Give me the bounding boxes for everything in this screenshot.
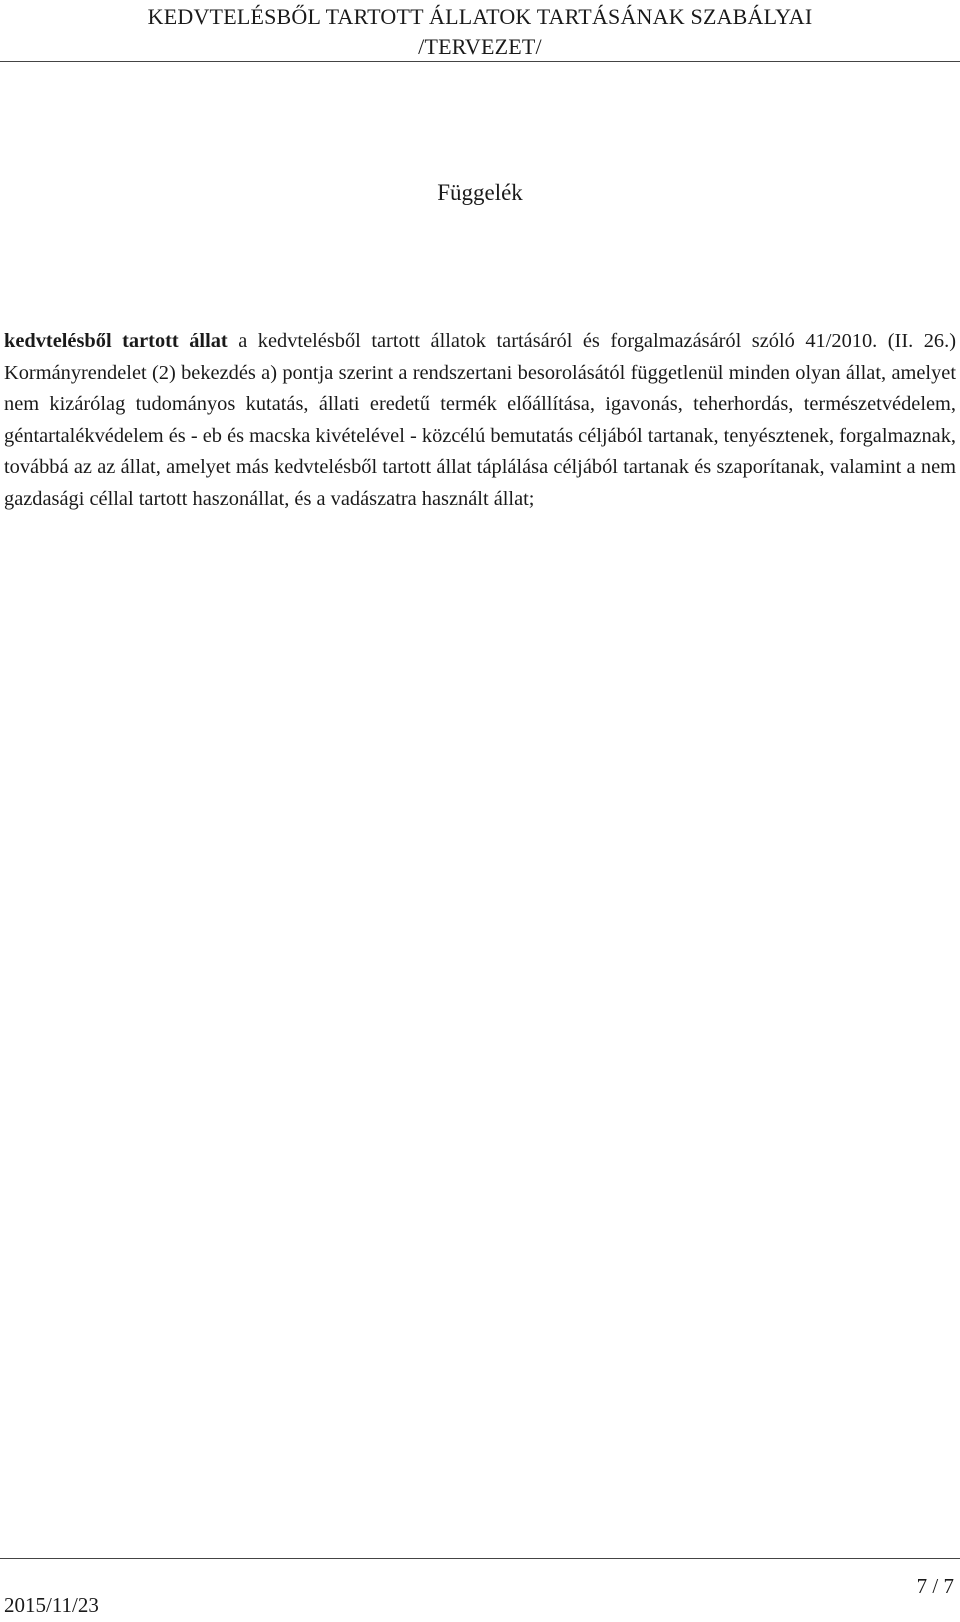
- document-date: 2015/11/23: [4, 1593, 99, 1617]
- definition-text: a kedvtelésből tartott állatok tartásáról és forgalmazásáról szóló 41/2010. (II. 26.) Kormányrendelet (2) bekezdés a) pontja szerint a rendszertani besorolásától függetlenül minden olyan állat, amelyet nem kizárólag tudományos kutatás, állati eredetű termék előállítása, igavonás, teherhordás, természetvédelem, géntartalékvédelem és - eb és macska kivételével - közcélú bemutatás céljából tartanak, tenyésztenek, forgalmaznak, továbbá az az állat, amelyet más kedvtelésből tartott állat táplálása céljából tartanak és szaporítanak, valamint a nem gazdasági céllal tartott haszonállat, és a vadászatra használt állat;: [4, 330, 956, 510]
- document-header: [0, 0, 960, 62]
- section-heading: Függelék: [437, 180, 523, 205]
- page-number: 7 / 7: [916, 1574, 954, 1598]
- definition-paragraph: [4, 326, 956, 515]
- header-subtitle: /TERVEZET/: [418, 34, 542, 59]
- footer-divider: [0, 1558, 960, 1559]
- definition-term: kedvtelésből tartott állat: [4, 330, 228, 352]
- header-title: KEDVTELÉSBŐL TARTOTT ÁLLATOK TARTÁSÁNAK SZABÁLYAI: [147, 4, 813, 29]
- header-divider: [0, 61, 960, 62]
